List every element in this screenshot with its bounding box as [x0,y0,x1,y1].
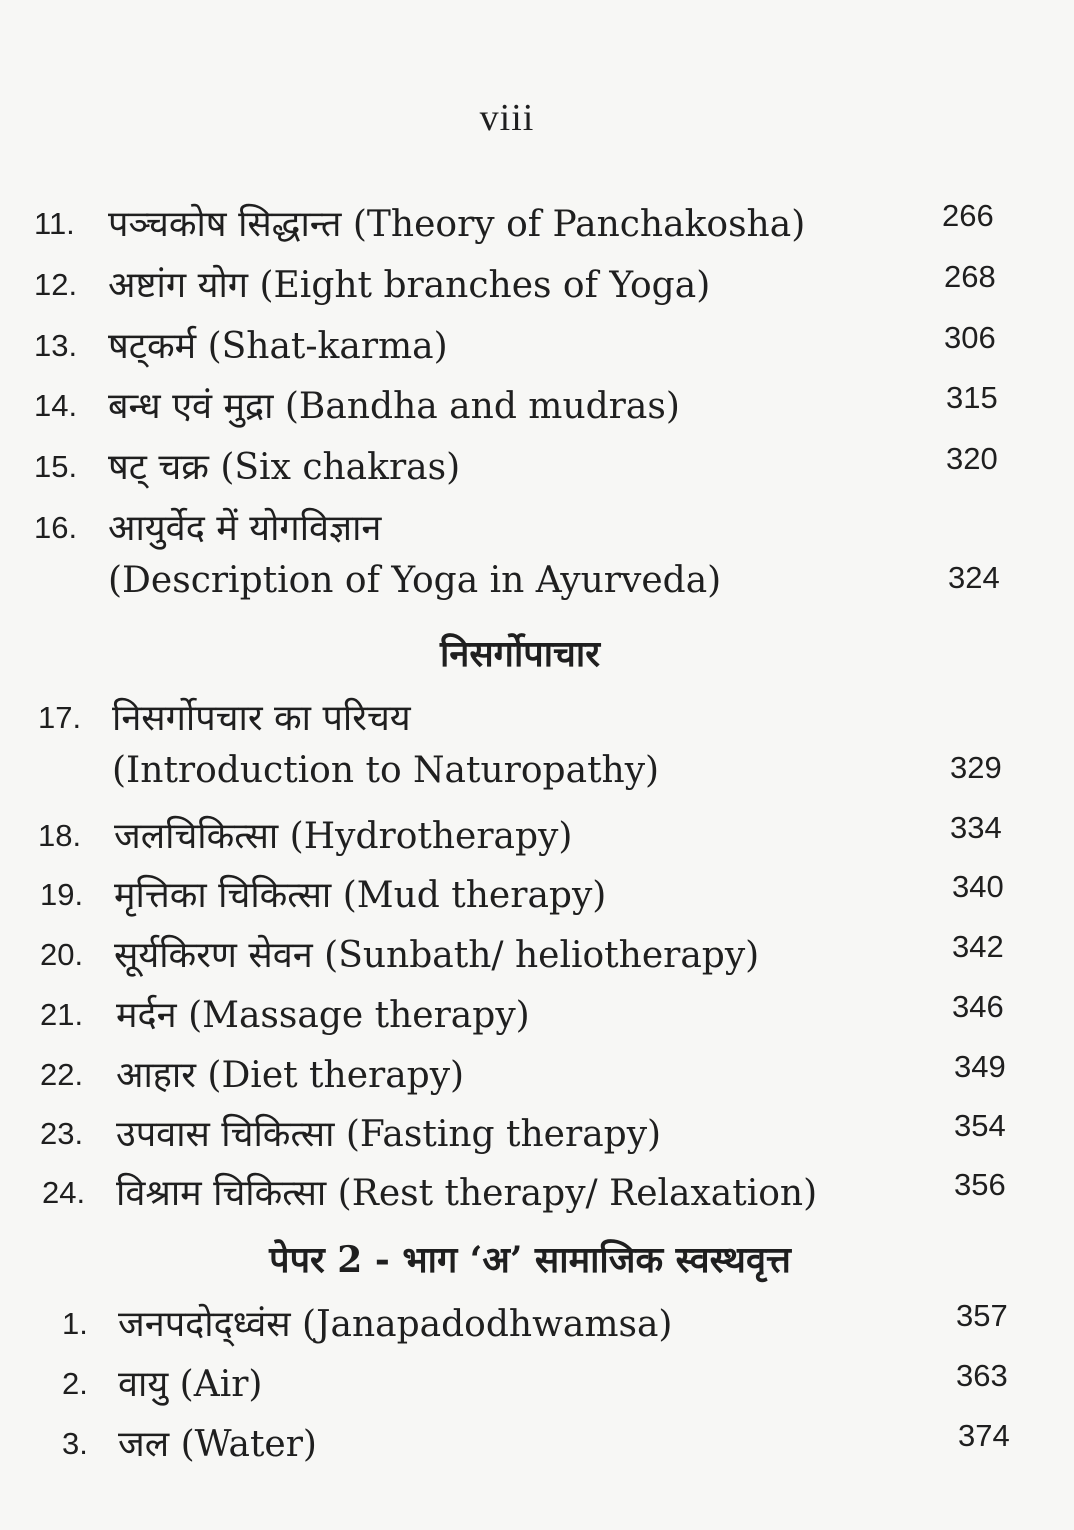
entry-title: अष्टांग योग (Eight branches of Yoga) [108,265,711,306]
entry-number: 16. [34,510,78,545]
toc-entry [0,320,1074,370]
toc-entry [0,989,1074,1039]
entry-page: 320 [946,441,998,476]
entry-title: षट्कर्म (Shat-karma) [108,326,448,367]
entry-title: विश्राम चिकित्सा (Rest therapy/ Relaxation) [116,1173,818,1214]
entry-number: 1. [62,1306,88,1341]
entry-number: 17. [38,700,82,735]
entry-title-english: (Description of Yoga in Ayurveda) [108,560,722,601]
entry-number: 21. [40,997,84,1032]
entry-number: 3. [62,1426,88,1461]
entry-page: 266 [942,198,994,233]
toc-entry [0,1049,1074,1099]
entry-title: मर्दन (Massage therapy) [116,995,530,1036]
entry-title: जल (Water) [118,1424,317,1465]
entry-number: 14. [34,388,78,423]
entry-page: 357 [956,1298,1008,1333]
toc-entry [0,1418,1074,1468]
entry-title: पञ्चकोष सिद्धान्त (Theory of Panchakosha) [108,204,806,245]
entry-page: 356 [954,1167,1006,1202]
entry-page: 340 [952,869,1004,904]
entry-title: जलचिकित्सा (Hydrotherapy) [114,816,573,857]
toc-entry [0,1108,1074,1158]
entry-number: 13. [34,328,78,363]
section-heading: पेपर 2 - भाग ‘अ’ सामाजिक स्वस्थवृत्त [269,1239,791,1281]
entry-number: 11. [34,206,75,241]
entry-page: 324 [948,560,1000,595]
toc-entry-continuation [0,560,1074,610]
entry-page: 342 [952,929,1004,964]
toc-entry [0,441,1074,491]
entry-title: आयुर्वेद में योगविज्ञान [108,508,382,549]
entry-title: आहार (Diet therapy) [116,1055,465,1096]
entry-number: 24. [42,1175,86,1210]
entry-title-english: (Introduction to Naturopathy) [112,750,660,791]
entry-number: 19. [40,877,84,912]
page-number: viii [479,97,535,139]
entry-number: 20. [40,937,84,972]
entry-page: 268 [944,259,996,294]
entry-page: 329 [950,750,1002,785]
entry-title: मृत्तिका चिकित्सा (Mud therapy) [114,875,607,916]
entry-page: 315 [946,380,998,415]
entry-page: 334 [950,810,1002,845]
entry-title: जनपदोद्ध्वंस (Janapadodhwamsa) [118,1304,673,1345]
entry-number: 18. [38,818,82,853]
toc-entry [0,869,1074,919]
entry-title: षट् चक्र (Six chakras) [108,447,461,488]
entry-number: 22. [40,1057,84,1092]
entry-number: 2. [62,1366,88,1401]
entry-number: 23. [40,1116,84,1151]
entry-page: 374 [958,1418,1010,1453]
entry-title: सूर्यकिरण सेवन (Sunbath/ heliotherapy) [114,935,760,976]
entry-title: निसर्गोपचार का परिचय [112,698,411,739]
section-heading: निसर्गोपाचार [440,633,600,675]
entry-page: 306 [944,320,996,355]
entry-title: वायु (Air) [118,1364,263,1405]
toc-entry [0,1167,1074,1217]
toc-entry [0,1358,1074,1408]
entry-title: बन्ध एवं मुद्रा (Bandha and mudras) [108,386,680,427]
toc-entry [0,380,1074,430]
toc-entry [0,692,1074,742]
toc-entry [0,198,1074,248]
entry-page: 363 [956,1358,1008,1393]
entry-title: उपवास चिकित्सा (Fasting therapy) [116,1114,662,1155]
entry-page: 346 [952,989,1004,1024]
toc-entry [0,1298,1074,1348]
toc-entry [0,502,1074,552]
entry-number: 12. [34,267,78,302]
entry-number: 15. [34,449,78,484]
entry-page: 354 [954,1108,1006,1143]
toc-entry [0,929,1074,979]
toc-entry [0,810,1074,860]
toc-entry [0,259,1074,309]
entry-page: 349 [954,1049,1006,1084]
toc-entry-continuation [0,750,1074,800]
